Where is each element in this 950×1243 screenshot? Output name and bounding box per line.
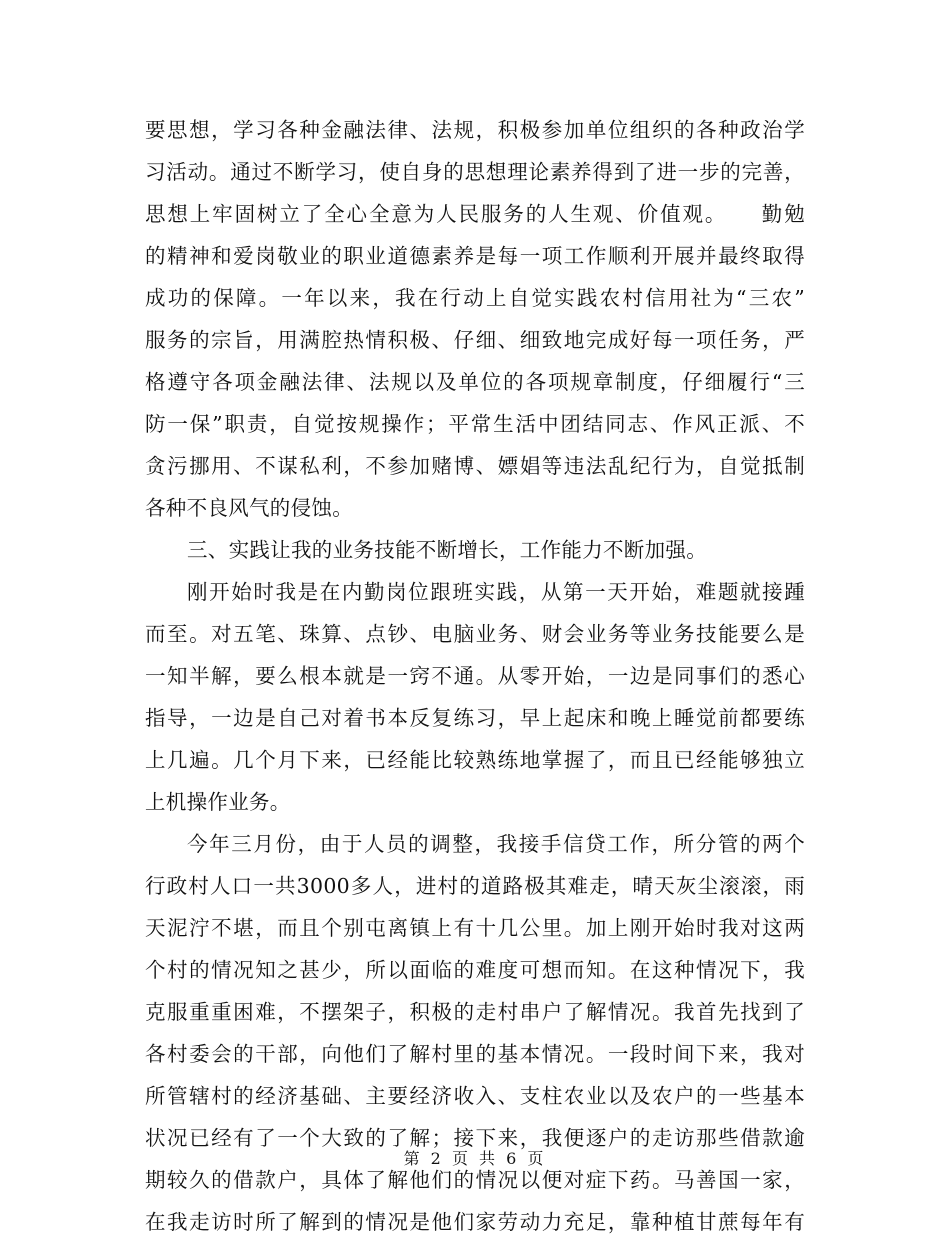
- text-line: 上机操作业务。: [145, 790, 291, 814]
- text-line: 状况已经有了一个大致的了解；接下来，我便逐户的走访那些借款逾: [145, 1126, 805, 1150]
- text-line: 的精神和爱岗敬业的职业道德素养是每一项工作顺利开展并最终取得: [145, 244, 805, 268]
- text-line: 所管辖村的经济基础、主要经济收入、支柱农业以及农户的一些基本: [145, 1084, 805, 1108]
- text-line: 各村委会的干部，向他们了解村里的基本情况。一段时间下来，我对: [145, 1042, 805, 1066]
- text-line: 服务的宗旨，用满腔热情积极、仔细、细致地完成好每一项任务，严: [145, 328, 805, 352]
- text-line: 一知半解，要么根本就是一窍不通。从零开始，一边是同事们的悉心: [145, 664, 805, 688]
- text-line: 贪污挪用、不谋私利，不参加赌博、嫖娼等违法乱纪行为，自觉抵制: [145, 454, 805, 478]
- text-line: 防一保”职责，自觉按规操作；平常生活中团结同志、作风正派、不: [145, 412, 805, 436]
- text-line: 而至。对五笔、珠算、点钞、电脑业务、财会业务等业务技能要么是: [145, 622, 805, 646]
- text-line: 成功的保障。一年以来，我在行动上自觉实践农村信用社为“三农”: [145, 286, 805, 310]
- text-line: 今年三月份，由于人员的调整，我接手信贷工作，所分管的两个: [187, 832, 805, 856]
- text-line: 期较久的借款户，具体了解他们的情况以便对症下药。马善国一家，: [145, 1168, 805, 1192]
- text-line: 要思想，学习各种金融法律、法规，积极参加单位组织的各种政治学: [145, 118, 805, 142]
- text-line: 个村的情况知之甚少，所以面临的难度可想而知。在这种情况下，我: [145, 958, 805, 982]
- text-line: 天泥泞不堪，而且个别屯离镇上有十几公里。加上刚开始时我对这两: [145, 916, 805, 940]
- text-line: 习活动。通过不断学习，使自身的思想理论素养得到了进一步的完善，: [145, 160, 805, 184]
- text-line: 刚开始时我是在内勤岗位跟班实践，从第一天开始，难题就接踵: [187, 580, 805, 604]
- text-line: 在我走访时所了解到的情况是他们家劳动力充足，靠种植甘蔗每年有: [145, 1210, 805, 1234]
- text-line: 上几遍。几个月下来，已经能比较熟练地掌握了，而且已经能够独立: [145, 748, 805, 772]
- text-line: 各种不良风气的侵蚀。: [145, 496, 353, 520]
- page-number-footer: 第 2 页 共 6 页: [403, 1149, 547, 1168]
- text-line: 克服重重困难，不摆架子，积极的走村串户了解情况。我首先找到了: [145, 1000, 805, 1024]
- text-line: 思想上牢固树立了全心全意为人民服务的人生观、价值观。 勤勉: [145, 202, 805, 226]
- text-line: 行政村人口一共3000多人，进村的道路极其难走，晴天灰尘滚滚，雨: [145, 874, 805, 898]
- text-line: 三、实践让我的业务技能不断增长，工作能力不断加强。: [187, 538, 707, 562]
- body-text: [145, 109, 805, 1243]
- text-line: 指导，一边是自己对着书本反复练习，早上起床和晚上睡觉前都要练: [145, 706, 805, 730]
- text-line: 格遵守各项金融法律、法规以及单位的各项规章制度，仔细履行“三: [145, 370, 805, 394]
